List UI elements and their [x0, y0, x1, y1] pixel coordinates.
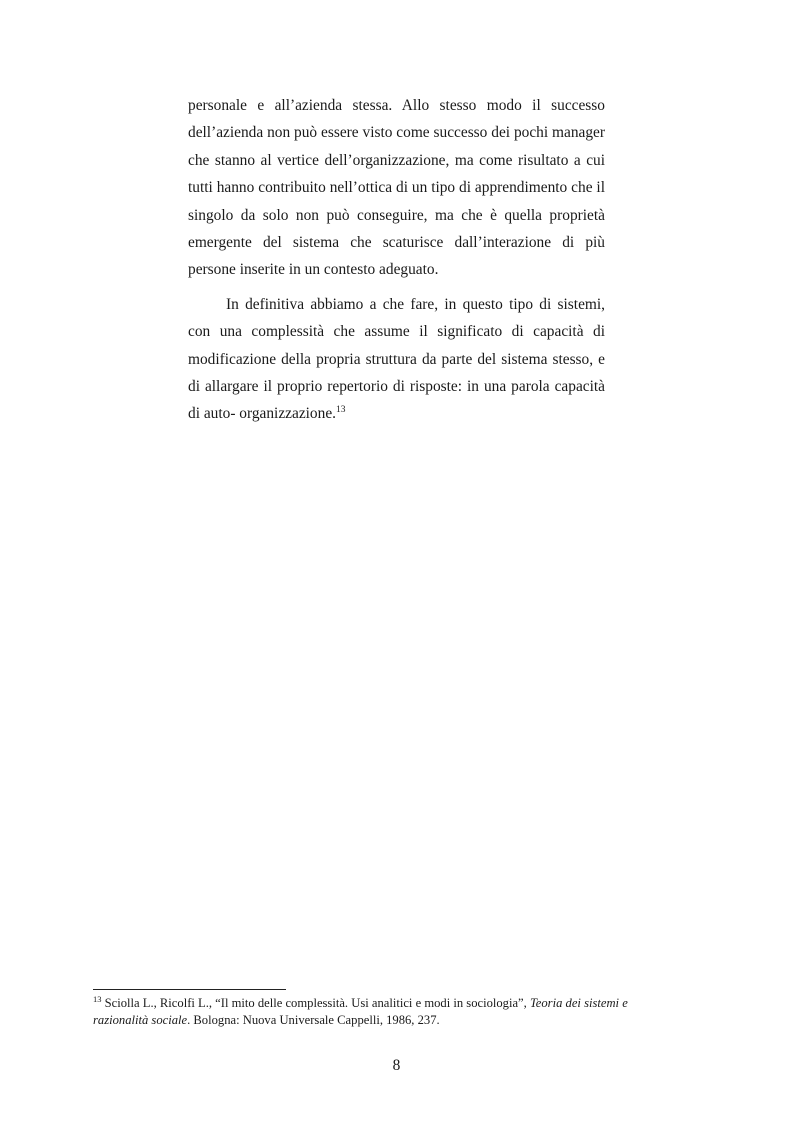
paragraph-1-text: personale e all’azienda stessa. Allo stesso modo il successo dell’azienda non può essere visto come successo dei pochi manager che stanno al vertice dell’organizzazione, ma come risultato a cui tutti hanno contribuito nell’ottica di un tipo di apprendimento che il singolo da solo non può conseguire, ma che è quella proprietà emergente del sistema che scaturisce dall’interazione di più persone inserite in un contesto adeguato. — [188, 97, 605, 279]
footnote-number: 13 — [93, 993, 102, 1004]
footnote-text-before: Sciolla L., Ricolfi L., “Il mito delle complessità. Usi analitici e modi in sociologia”, — [101, 996, 530, 1010]
footnote-text-after: . Bologna: Nuova Universale Cappelli, 1986, 237. — [187, 1013, 440, 1027]
paragraph-2 — [188, 291, 605, 428]
main-text — [188, 92, 605, 428]
footnote-reference[interactable]: 13 — [336, 405, 346, 416]
paragraph-1 — [188, 92, 605, 284]
paragraph-2-text: In definitiva abbiamo a che fare, in questo tipo di sistemi, con una complessità che assume il significato di capacità di modificazione della propria struttura da parte del sistema stesso, e di allargare il proprio repertorio di risposte: in una parola capacità di auto- organizzazione. — [188, 295, 605, 423]
page-number: 8 — [392, 1057, 401, 1074]
footnote-separator — [93, 989, 286, 990]
footnote-13 — [93, 995, 663, 1029]
footnote-italic-title: Teoria dei sistemi e razionalità sociale — [93, 996, 628, 1027]
